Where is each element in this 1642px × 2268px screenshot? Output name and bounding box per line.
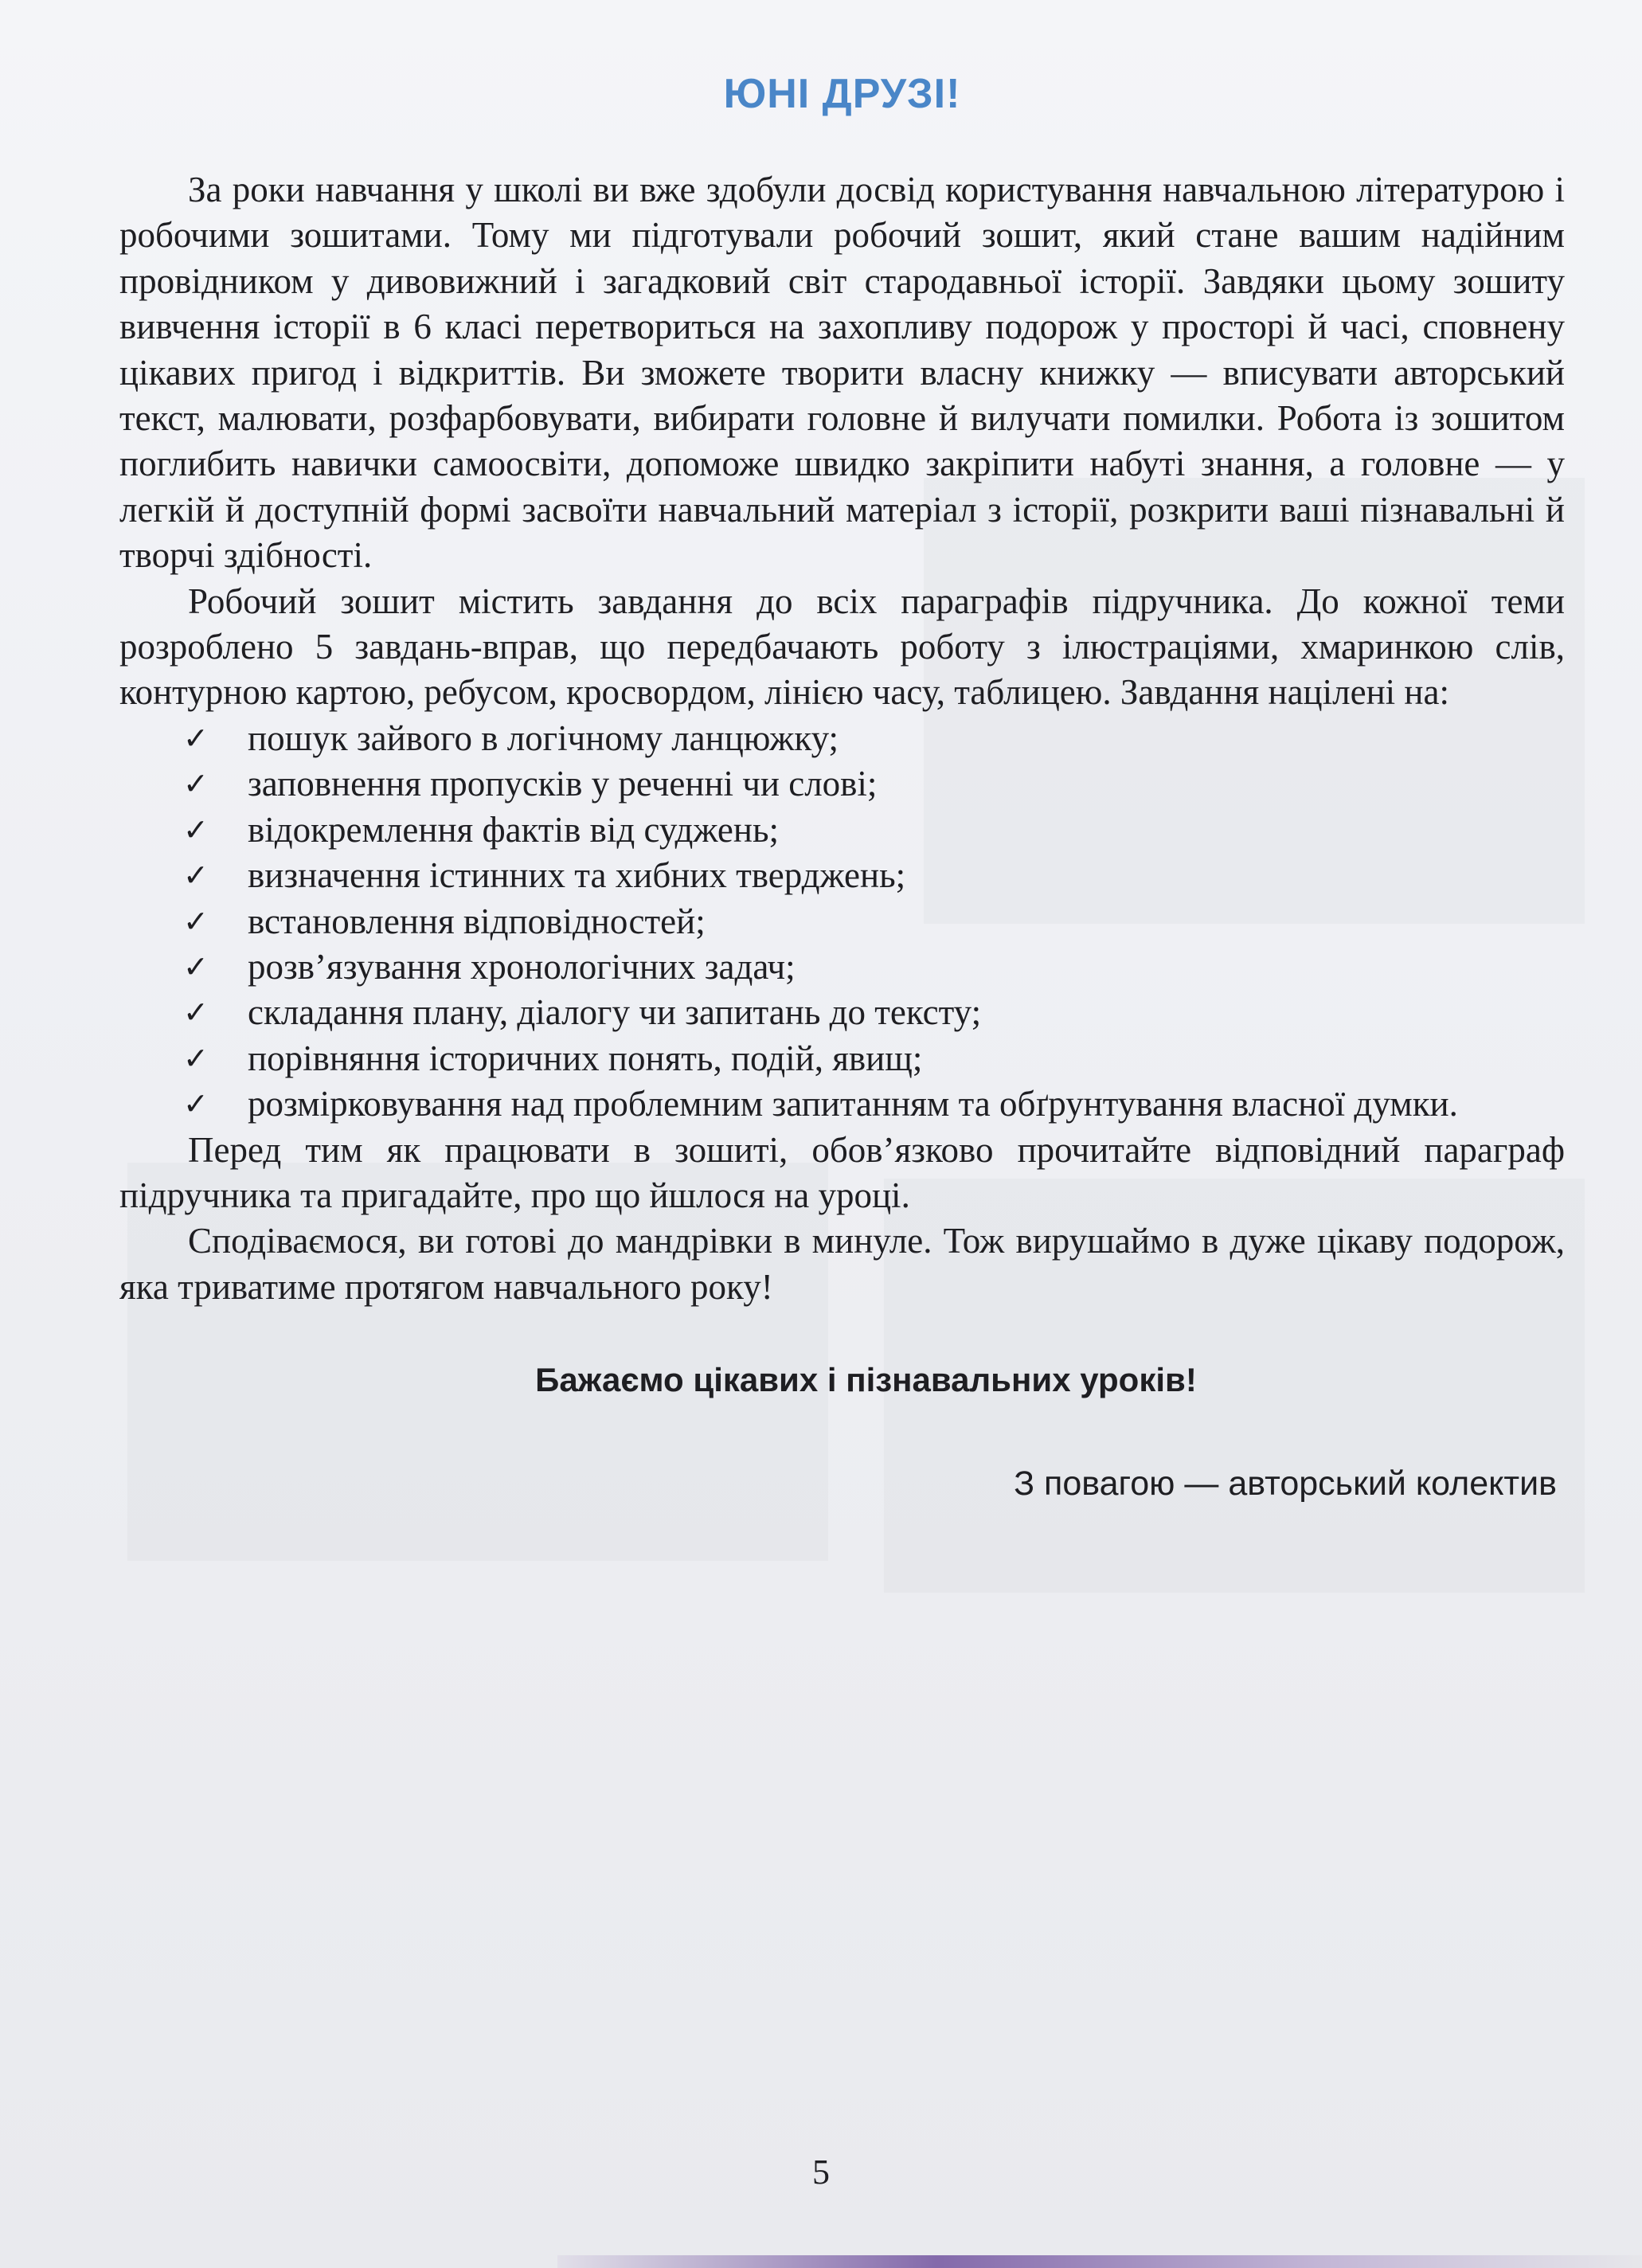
cover-edge-strip [557,2255,1642,2268]
list-item [119,853,1565,898]
list-item-text: встановлення відповідностей; [248,901,706,941]
checkmark-icon: ✓ [183,811,209,847]
checkmark-icon: ✓ [183,903,209,939]
closing-wish: Бажаємо цікавих і пізнавальних уроків! [535,1361,1197,1399]
list-item [119,761,1565,807]
page-number: 5 [812,2153,830,2192]
list-item [119,716,1565,761]
page-content [119,56,1565,1504]
checkmark-icon: ✓ [183,766,209,802]
list-item-text: відокремлення фактів від суджень; [248,809,779,850]
checkmark-icon: ✓ [183,858,209,894]
checkmark-icon: ✓ [183,720,209,756]
checkmark-icon: ✓ [183,995,209,1030]
list-item [119,807,1565,853]
list-item-text: складання плану, діалогу чи запитань до тексту; [248,992,982,1033]
checkmark-icon: ✓ [183,1040,209,1076]
checkmark-icon: ✓ [183,948,209,984]
list-item [119,944,1565,990]
list-item [119,990,1565,1035]
list-item [119,899,1565,944]
task-checklist [119,716,1565,1128]
checkmark-icon: ✓ [183,1086,209,1122]
list-item [119,1036,1565,1081]
instructions-paragraph: Перед тим як працювати в зошиті, обов’язково прочитайте відповідний параграф підручника та пригадайте, про що йшлося на уроці. [119,1129,1565,1215]
tasks-paragraph: Робочий зошит містить завдання до всіх параграфів підручника. До кожної теми розроблено 5 завдань-вправ, що передбачають роботу з ілюстраціями, хмаринкою слів, контурною картою, ребусом, кросвордом, лінією часу, таблицею. Завдання націлені на: [119,581,1565,713]
list-item-text: визначення істинних та хибних тверджень; [248,855,906,896]
signature: З повагою — авторський колектив [1014,1464,1557,1504]
list-item [119,1081,1565,1127]
journey-paragraph: Сподіваємося, ви готові до мандрівки в минуле. Тож вирушаймо в дуже цікаву подорож, яка триватиме протягом навчального року! [119,1221,1565,1307]
list-item-text: порівняння історичних понять, подій, явищ; [248,1038,923,1078]
list-item-text: заповнення пропусків у реченні чи слові; [248,764,878,804]
list-item-text: розмірковування над проблемним запитанням та обґрунтування власної думки. [248,1084,1458,1124]
intro-paragraph: За роки навчання у школі ви вже здобули досвід користування навчальною літературою і робочими зошитами. Тому ми підготували робочий зошит, який стане вашим надійним провідником у дивовижний і загадковий світ стародавньої історії. Завдяки цьому зошиту вивчення історії в 6 класі перетвориться на захопливу подорож у просторі й часі, сповнену цікавих пригод і відкриттів. Ви зможете творити власну книжку — вписувати авторський текст, малювати, розфарбовувати, вибирати головне й вилучати помилки. Робота із зошитом поглибить навички самоосвіти, допоможе швидко закріпити набуті знання, а головне — у легкій й доступній формі засвоїти навчальний матеріал з історії, розкрити ваші пізнавальні й творчі здібності. [119,170,1565,576]
page-title: ЮНІ ДРУЗІ! [723,71,961,117]
list-item-text: пошук зайвого в логічному ланцюжку; [248,718,839,758]
list-item-text: розв’язування хронологічних задач; [248,946,796,987]
